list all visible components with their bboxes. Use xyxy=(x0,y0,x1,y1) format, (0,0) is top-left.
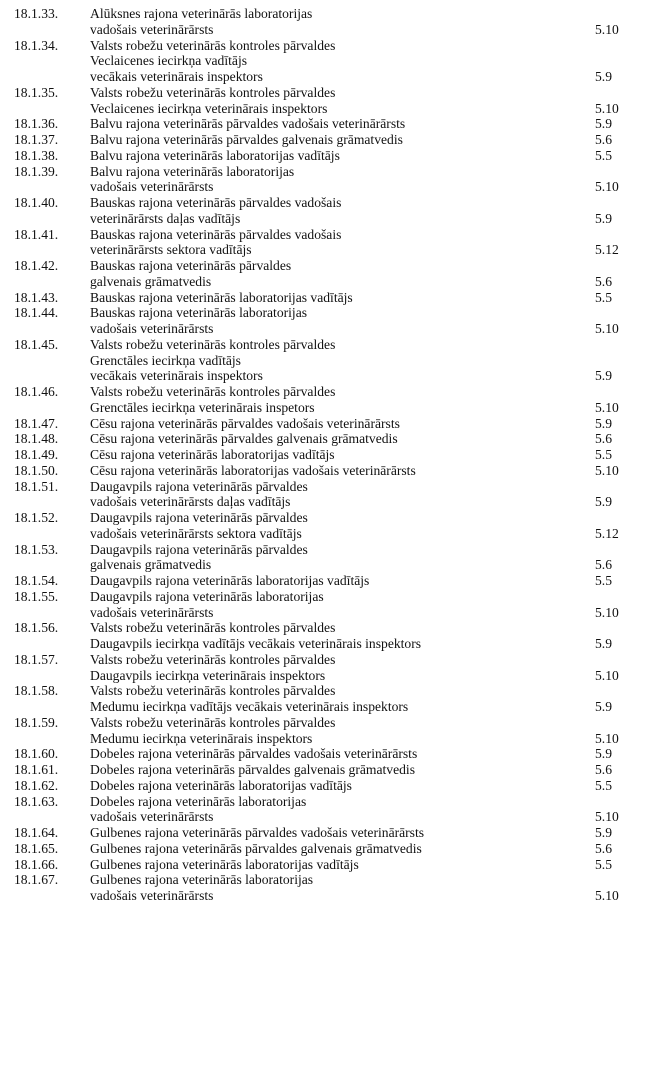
item-description xyxy=(90,841,595,857)
item-description xyxy=(90,195,595,227)
item-description xyxy=(90,715,595,747)
item-number: 18.1.46. xyxy=(14,384,59,399)
item-code: 5.6 xyxy=(595,840,612,856)
item-code: 5.9 xyxy=(595,415,612,431)
item-description xyxy=(90,778,595,794)
item-description xyxy=(90,510,595,542)
item-description xyxy=(90,573,595,589)
description-line: Valsts robežu veterinārās kontroles pārvaldes xyxy=(90,683,336,699)
item-number: 18.1.51. xyxy=(14,478,59,494)
list-item xyxy=(0,132,645,148)
description-line: Alūksnes rajona veterinārās laboratorijas xyxy=(90,6,313,21)
description-line: Daugavpils rajona veterinārās pārvaldes xyxy=(90,510,308,525)
description-line: Cēsu rajona veterinārās pārvaldes vadošais veterinārārsts xyxy=(90,415,400,431)
item-code: 5.9 xyxy=(595,116,612,132)
item-description xyxy=(90,431,595,447)
description-line: Dobeles rajona veterinārās laboratorijas xyxy=(90,793,307,809)
list-item xyxy=(0,652,645,684)
item-number: 18.1.38. xyxy=(14,147,59,163)
item-description xyxy=(90,762,595,778)
item-description xyxy=(90,337,595,384)
description-line: galvenais grāmatvedis xyxy=(90,557,212,573)
description-line: Gulbenes rajona veterinārās pārvaldes galvenais grāmatvedis xyxy=(90,840,422,856)
description-line: Daugavpils rajona veterinārās pārvaldes xyxy=(90,541,308,557)
description-line: veterinārārsts sektora vadītājs xyxy=(90,242,252,258)
list-item xyxy=(0,510,645,542)
item-number: 18.1.54. xyxy=(14,573,59,588)
item-number: 18.1.47. xyxy=(14,415,59,431)
item-number: 18.1.65. xyxy=(14,840,59,856)
description-line: Cēsu rajona veterinārās laboratorijas vadītājs xyxy=(90,447,335,462)
item-code: 5.9 xyxy=(595,494,612,510)
item-code: 5.9 xyxy=(595,746,612,762)
description-line: vecākais veterinārais inspektors xyxy=(90,368,263,384)
description-line: Dobeles rajona veterinārās pārvaldes vadošais veterinārārsts xyxy=(90,746,418,762)
item-description xyxy=(90,857,595,873)
item-description xyxy=(90,132,595,148)
description-line: Valsts robežu veterinārās kontroles pārvaldes xyxy=(90,620,336,636)
list-item xyxy=(0,746,645,762)
item-number: 18.1.64. xyxy=(14,825,59,840)
description-line: Dobeles rajona veterinārās laboratorijas vadītājs xyxy=(90,777,352,793)
item-number: 18.1.40. xyxy=(14,195,59,210)
list-item xyxy=(0,872,645,904)
item-number: 18.1.59. xyxy=(14,714,59,730)
description-line: Bauskas rajona veterinārās laboratorijas xyxy=(90,305,308,321)
item-description xyxy=(90,463,595,479)
description-line: Gulbenes rajona veterinārās laboratorijas vadītājs xyxy=(90,856,359,872)
item-code: 5.5 xyxy=(595,147,612,163)
item-code: 5.10 xyxy=(595,399,619,415)
item-description xyxy=(90,164,595,196)
description-line: Valsts robežu veterinārās kontroles pārvaldes xyxy=(90,384,336,399)
item-code: 5.10 xyxy=(595,730,619,746)
item-code: 5.10 xyxy=(595,888,619,903)
item-number: 18.1.34. xyxy=(14,37,59,53)
list-item xyxy=(0,116,645,132)
item-description xyxy=(90,746,595,762)
description-line: Bauskas rajona veterinārās pārvaldes xyxy=(90,258,292,273)
item-number: 18.1.53. xyxy=(14,541,59,557)
item-code: 5.9 xyxy=(595,69,612,84)
item-code: 5.6 xyxy=(595,557,612,573)
item-number: 18.1.48. xyxy=(14,431,59,447)
item-description xyxy=(90,116,595,132)
list-item xyxy=(0,85,645,117)
item-description xyxy=(90,85,595,117)
item-code: 5.9 xyxy=(595,636,612,651)
item-code: 5.6 xyxy=(595,431,612,447)
list-item xyxy=(0,794,645,826)
item-description xyxy=(90,542,595,574)
item-code: 5.5 xyxy=(595,447,612,462)
item-number: 18.1.55. xyxy=(14,588,59,604)
item-description xyxy=(90,589,595,621)
description-line: vadošais veterinārārsts xyxy=(90,21,214,37)
item-code: 5.5 xyxy=(595,856,612,872)
description-line: vadošais veterinārārsts xyxy=(90,179,214,195)
list-item xyxy=(0,431,645,447)
item-code: 5.10 xyxy=(595,809,619,825)
item-number: 18.1.39. xyxy=(14,163,59,179)
item-code: 5.10 xyxy=(595,179,619,195)
description-line: Cēsu rajona veterinārās laboratorijas vadošais veterinārārsts xyxy=(90,462,416,478)
item-code: 5.12 xyxy=(595,242,619,258)
item-description xyxy=(90,620,595,652)
item-description xyxy=(90,825,595,841)
description-line: vadošais veterinārārsts xyxy=(90,604,214,620)
description-line: Daugavpils rajona veterinārās laboratorijas vadītājs xyxy=(90,573,370,588)
list-item xyxy=(0,620,645,652)
item-code: 5.9 xyxy=(595,825,612,840)
item-number: 18.1.45. xyxy=(14,336,59,352)
description-line: Bauskas rajona veterinārās pārvaldes vadošais xyxy=(90,226,342,242)
item-number: 18.1.60. xyxy=(14,746,59,762)
description-line: Bauskas rajona veterinārās laboratorijas vadītājs xyxy=(90,289,353,305)
item-code: 5.6 xyxy=(595,762,612,777)
item-number: 18.1.56. xyxy=(14,620,59,636)
list-item xyxy=(0,195,645,227)
item-code: 5.10 xyxy=(595,667,619,683)
item-code: 5.9 xyxy=(595,368,612,384)
list-item xyxy=(0,305,645,337)
item-number: 18.1.42. xyxy=(14,258,59,273)
item-description xyxy=(90,416,595,432)
description-line: Daugavpils rajona veterinārās laboratorijas xyxy=(90,588,324,604)
description-line: Bauskas rajona veterinārās pārvaldes vadošais xyxy=(90,195,342,210)
description-line: Medumu iecirkņa veterinārais inspektors xyxy=(90,730,313,746)
item-number: 18.1.66. xyxy=(14,856,59,872)
item-code: 5.10 xyxy=(595,21,619,37)
description-line: galvenais grāmatvedis xyxy=(90,273,212,289)
description-line: Valsts robežu veterinārās kontroles pārvaldes xyxy=(90,84,336,100)
item-description xyxy=(90,227,595,259)
description-line: vadošais veterinārārsts daļas vadītājs xyxy=(90,494,291,510)
item-code: 5.6 xyxy=(595,132,612,147)
item-description xyxy=(90,479,595,511)
list-item xyxy=(0,778,645,794)
description-line: vadošais veterinārārsts xyxy=(90,809,214,825)
item-number: 18.1.36. xyxy=(14,116,59,132)
description-line: Balvu rajona veterinārās pārvaldes vadošais veterinārārsts xyxy=(90,116,406,132)
item-code: 5.10 xyxy=(595,604,619,620)
description-line: Gulbenes rajona veterinārās pārvaldes vadošais veterinārārsts xyxy=(90,825,425,840)
description-line: Medumu iecirkņa vadītājs vecākais veterinārais inspektors xyxy=(90,699,409,714)
item-number: 18.1.35. xyxy=(14,84,59,100)
item-number: 18.1.50. xyxy=(14,462,59,478)
item-number: 18.1.37. xyxy=(14,132,59,147)
item-description xyxy=(90,258,595,290)
item-code: 5.5 xyxy=(595,777,612,793)
list-item xyxy=(0,762,645,778)
list-item xyxy=(0,573,645,589)
description-line: Balvu rajona veterinārās laboratorijas vadītājs xyxy=(90,147,340,163)
description-line: vadošais veterinārārsts xyxy=(90,888,214,903)
item-number: 18.1.44. xyxy=(14,305,59,321)
item-number: 18.1.63. xyxy=(14,793,59,809)
item-number: 18.1.43. xyxy=(14,289,59,305)
list-item xyxy=(0,384,645,416)
list-item xyxy=(0,479,645,511)
item-description xyxy=(90,794,595,826)
item-code: 5.10 xyxy=(595,321,619,336)
item-code: 5.9 xyxy=(595,699,612,714)
description-line: vadošais veterinārārsts xyxy=(90,321,214,336)
description-line: Daugavpils iecirkņa vadītājs vecākais veterinārais inspektors xyxy=(90,636,422,651)
list-item xyxy=(0,589,645,621)
item-number: 18.1.67. xyxy=(14,872,59,888)
description-line: Balvu rajona veterinārās pārvaldes galvenais grāmatvedis xyxy=(90,132,403,147)
list-item xyxy=(0,542,645,574)
list-item xyxy=(0,337,645,384)
description-line: Gulbenes rajona veterinārās laboratorijas xyxy=(90,872,314,888)
item-description xyxy=(90,683,595,715)
item-description xyxy=(90,38,595,85)
description-line: Dobeles rajona veterinārās pārvaldes galvenais grāmatvedis xyxy=(90,762,415,777)
description-line: Balvu rajona veterinārās laboratorijas xyxy=(90,163,295,179)
list-item xyxy=(0,715,645,747)
description-line: Valsts robežu veterinārās kontroles pārvaldes xyxy=(90,714,336,730)
item-code: 5.5 xyxy=(595,573,612,588)
item-description xyxy=(90,447,595,463)
list-item xyxy=(0,148,645,164)
item-description xyxy=(90,384,595,416)
item-number: 18.1.57. xyxy=(14,651,59,667)
item-description xyxy=(90,652,595,684)
list-item xyxy=(0,258,645,290)
description-line: vecākais veterinārais inspektors xyxy=(90,69,263,84)
list-item xyxy=(0,463,645,479)
list-item xyxy=(0,164,645,196)
list-item xyxy=(0,857,645,873)
item-number: 18.1.61. xyxy=(14,762,59,777)
description-line: Daugavpils iecirkņa veterinārais inspektors xyxy=(90,667,326,683)
list-item xyxy=(0,683,645,715)
description-line: Valsts robežu veterinārās kontroles pārvaldes xyxy=(90,37,336,53)
list-item xyxy=(0,416,645,432)
description-line: Valsts robežu veterinārās kontroles pārvaldes xyxy=(90,336,336,352)
description-line: vadošais veterinārārsts sektora vadītājs xyxy=(90,525,302,541)
list-item xyxy=(0,841,645,857)
item-number: 18.1.41. xyxy=(14,226,59,242)
description-line: Veclaicenes iecirkņa veterinārais inspektors xyxy=(90,100,328,116)
description-line: Veclaicenes iecirkņa vadītājs xyxy=(90,53,248,69)
list-item xyxy=(0,290,645,306)
item-number: 18.1.49. xyxy=(14,447,59,462)
description-line: veterinārārsts daļas vadītājs xyxy=(90,210,241,226)
description-line: Cēsu rajona veterinārās pārvaldes galvenais grāmatvedis xyxy=(90,431,398,447)
item-description xyxy=(90,872,595,904)
description-line: Grenctāles iecirkņa vadītājs xyxy=(90,352,241,368)
item-number: 18.1.52. xyxy=(14,510,59,525)
item-code: 5.6 xyxy=(595,273,612,289)
item-description xyxy=(90,290,595,306)
item-number: 18.1.62. xyxy=(14,777,59,793)
item-code: 5.9 xyxy=(595,210,612,226)
item-number: 18.1.33. xyxy=(14,6,59,21)
item-code: 5.5 xyxy=(595,289,612,305)
list-item xyxy=(0,227,645,259)
entry-list xyxy=(0,6,645,904)
description-line: Daugavpils rajona veterinārās pārvaldes xyxy=(90,478,308,494)
list-item xyxy=(0,38,645,85)
item-code: 5.10 xyxy=(595,462,619,478)
item-number: 18.1.58. xyxy=(14,683,59,699)
item-code: 5.12 xyxy=(595,525,619,541)
item-description xyxy=(90,305,595,337)
list-item xyxy=(0,6,645,38)
item-description xyxy=(90,148,595,164)
list-item xyxy=(0,447,645,463)
item-code: 5.10 xyxy=(595,100,619,116)
description-line: Grenctāles iecirkņa veterinārais inspetors xyxy=(90,399,315,415)
item-description xyxy=(90,6,595,38)
list-item xyxy=(0,825,645,841)
description-line: Valsts robežu veterinārās kontroles pārvaldes xyxy=(90,651,336,667)
